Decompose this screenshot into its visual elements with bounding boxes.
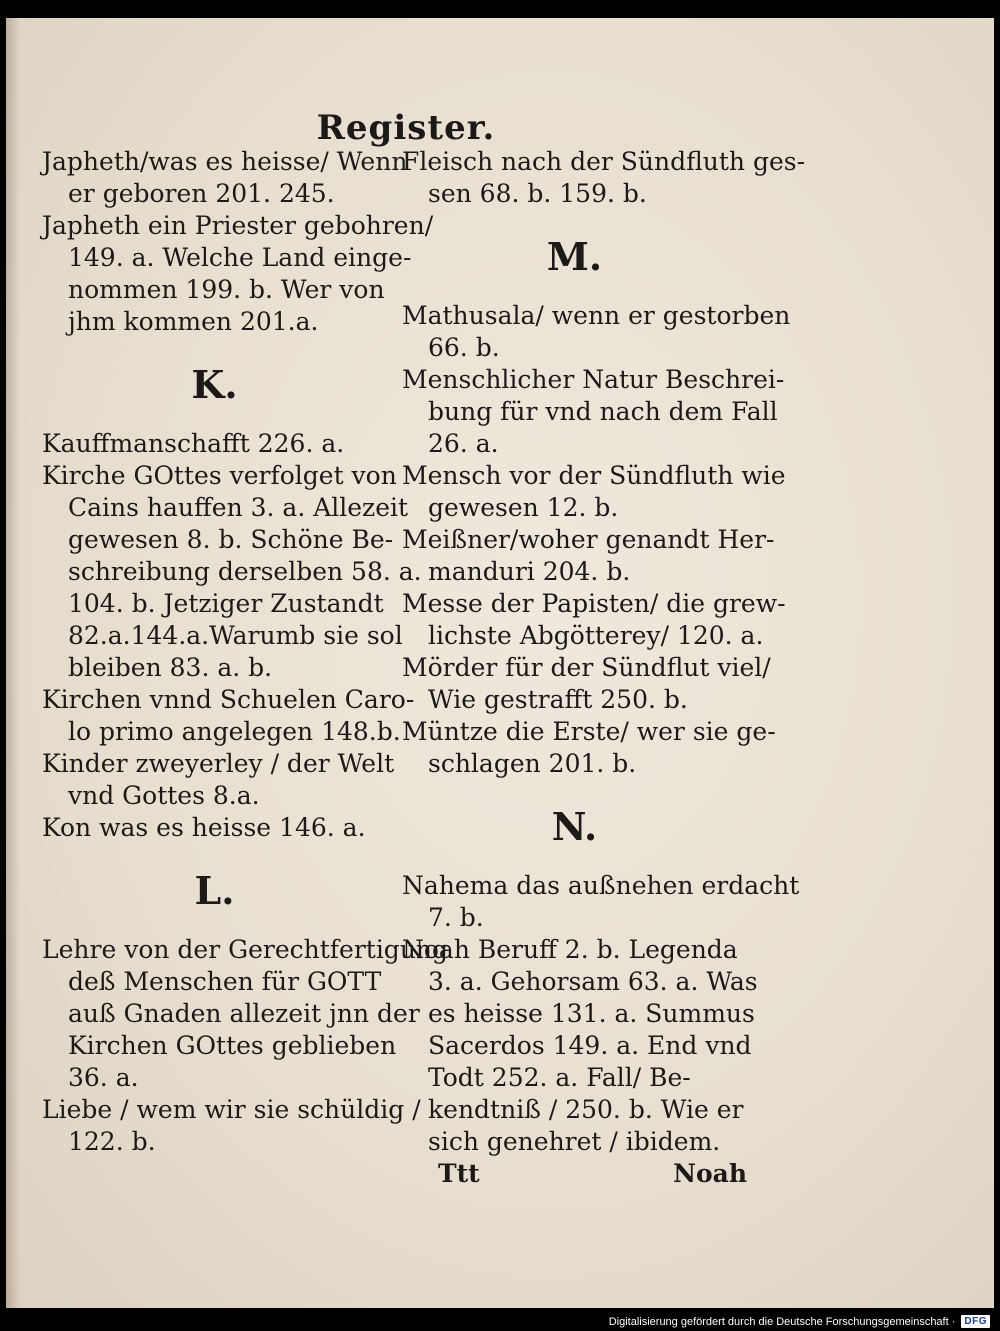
page-bottom-line: [402, 1158, 747, 1190]
book-page: [6, 18, 994, 1308]
entry-line: nommen 199. b. Wer von: [68, 275, 385, 304]
entry-line: Cains hauffen 3. a. Allezeit: [68, 493, 409, 522]
entry-line: 36. a.: [68, 1063, 139, 1092]
entry-line: 104. b. Jetziger Zustandt: [68, 589, 384, 618]
index-entry: [402, 716, 776, 780]
entry-line: Liebe / wem wir sie schüldig /: [42, 1095, 421, 1124]
entry-line: Kon was es heisse 146. a.: [42, 813, 366, 842]
entry-line: sen 68. b. 159. b.: [428, 179, 647, 208]
entry-line: gewesen 12. b.: [428, 493, 619, 522]
entry-line: er geboren 201. 245.: [68, 179, 335, 208]
entry-line: Mensch vor der Sündfluth wie: [402, 461, 786, 490]
entry-line: 82.a.144.a.Warumb sie sol: [68, 621, 403, 650]
entry-line: lichste Abgötterey/ 120. a.: [428, 621, 764, 650]
entry-line: bleiben 83. a. b.: [68, 653, 273, 682]
entry-line: schlagen 201. b.: [428, 749, 637, 778]
index-entry: [42, 460, 422, 684]
entry-line: gewesen 8. b. Schöne Be-: [68, 525, 394, 554]
section-letter: M.: [546, 234, 603, 279]
entry-line: bung für vnd nach dem Fall: [428, 397, 778, 426]
index-entry: [402, 934, 758, 1158]
entry-line: 149. a. Welche Land einge-: [68, 243, 412, 272]
entry-line: schreibung derselben 58. a.: [68, 557, 422, 586]
running-head: Register.: [316, 108, 496, 148]
entry-line: Japheth/was es heisse/ Wenn: [42, 147, 408, 176]
entry-line: manduri 204. b.: [428, 557, 631, 586]
index-entry: [402, 652, 771, 716]
entry-line: 3. a. Gehorsam 63. a. Was: [428, 967, 758, 996]
entry-line: Sacerdos 149. a. End vnd: [428, 1031, 752, 1060]
digitization-footer: [609, 1315, 990, 1328]
dfg-logo: DFG: [961, 1315, 990, 1328]
section-letter: N.: [551, 804, 598, 849]
left-column: [42, 146, 449, 1158]
entry-line: Japheth ein Priester gebohren/: [42, 211, 434, 240]
entry-line: kendtniß / 250. b. Wie er: [428, 1095, 744, 1124]
index-entry: [42, 684, 415, 748]
entry-line: Fleisch nach der Sündfluth ges-: [402, 147, 806, 176]
entry-line: Mörder für der Sündflut viel/: [402, 653, 771, 682]
entry-line: Menschlicher Natur Beschrei-: [402, 365, 785, 394]
index-entry: [42, 146, 408, 210]
entry-line: 122. b.: [68, 1127, 156, 1156]
index-entry: [402, 300, 791, 364]
index-entry: [402, 588, 786, 652]
section-letter: K.: [191, 362, 238, 407]
entry-line: deß Menschen für GOTT: [68, 967, 382, 996]
index-entry: [402, 524, 775, 588]
entry-line: vnd Gottes 8.a.: [68, 781, 260, 810]
index-entry: [402, 364, 785, 460]
entry-line: Meißner/woher genandt Her-: [402, 525, 775, 554]
signature-mark: Ttt: [438, 1159, 480, 1188]
index-entry: [402, 460, 786, 524]
entry-line: 66. b.: [428, 333, 500, 362]
index-entry: [42, 210, 434, 338]
index-entry: [42, 428, 387, 460]
entry-line: lo primo angelegen 148.b.: [68, 717, 401, 746]
section-letter: L.: [194, 868, 235, 913]
entry-line: Wie gestrafft 250. b.: [428, 685, 688, 714]
entry-line: Nahema das außnehen erdacht: [402, 871, 800, 900]
right-column-entries: [402, 146, 806, 1158]
entry-line: Kauffmanschafft 226. a.: [42, 429, 345, 458]
entry-line: Mathusala/ wenn er gestorben: [402, 301, 791, 330]
entry-line: Kirchen vnnd Schuelen Caro-: [42, 685, 415, 714]
index-entry: [42, 748, 395, 812]
index-entry: [42, 812, 387, 844]
entry-line: Kirchen GOttes geblieben: [68, 1031, 397, 1060]
entry-line: auß Gnaden allezeit jnn der: [68, 999, 420, 1028]
entry-line: sich genehret / ibidem.: [428, 1127, 721, 1156]
entry-line: Kirche GOttes verfolget von: [42, 461, 397, 490]
entry-line: jhm kommen 201.a.: [68, 307, 319, 336]
entry-line: Müntze die Erste/ wer sie ge-: [402, 717, 776, 746]
index-entry: [42, 1094, 421, 1158]
index-entry: [402, 146, 806, 210]
entry-line: Lehre von der Gerechtfertigung: [42, 935, 449, 964]
entry-line: Messe der Papisten/ die grew-: [402, 589, 786, 618]
footer-text: Digitalisierung gefördert durch die Deutsche Forschungsgemeinschaft ·: [608, 1315, 956, 1328]
entry-line: 26. a.: [428, 429, 499, 458]
catchword: Noah: [673, 1159, 747, 1188]
entry-line: Kinder zweyerley / der Welt: [42, 749, 395, 778]
entry-line: 7. b.: [428, 903, 484, 932]
entry-line: Noah Beruff 2. b. Legenda: [402, 935, 738, 964]
index-entry: [402, 870, 800, 934]
right-column: [402, 146, 806, 1190]
index-entry: [42, 934, 449, 1094]
entry-line: es heisse 131. a. Summus: [428, 999, 755, 1028]
entry-line: Todt 252. a. Fall/ Be-: [428, 1063, 691, 1092]
